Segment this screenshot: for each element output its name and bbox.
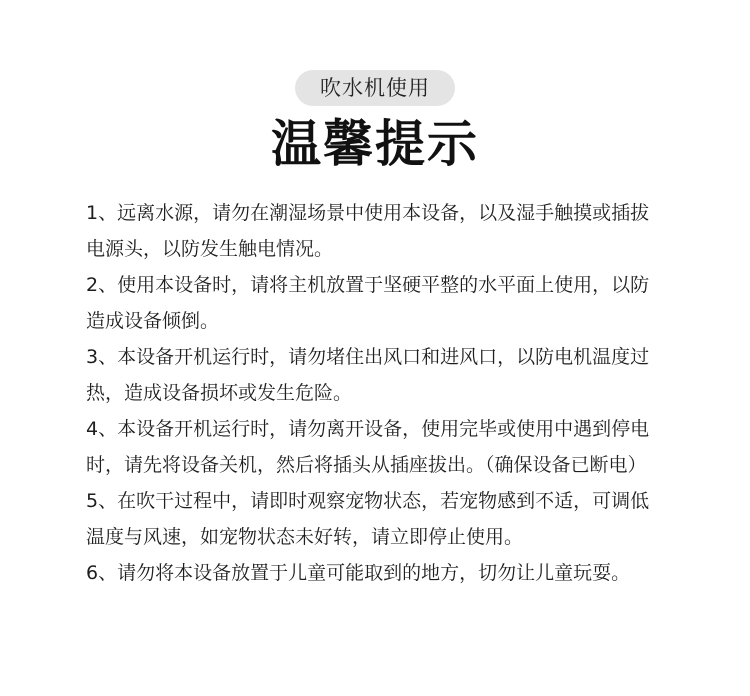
tip-item-5: 5、在吹干过程中，请即时观察宠物状态，若宠物感到不适，可调低温度与风速，如宠物状态未好转，请立即停止使用。 [86,490,650,548]
tip-item-3: 3、本设备开机运行时，请勿堵住出风口和进风口，以防电机温度过热，造成设备损坏或发生危险。 [86,346,650,404]
usage-badge: 吹水机使用 [295,70,455,106]
tips-list [86,196,666,593]
tip-item-4: 4、本设备开机运行时，请勿离开设备，使用完毕或使用中遇到停电时，请先将设备关机，然后将插头从插座拔出。（确保设备已断电） [86,418,650,476]
tip-item-2: 2、使用本设备时，请将主机放置于坚硬平整的水平面上使用，以防造成设备倾倒。 [86,274,650,332]
tip-item-6: 6、请勿将本设备放置于儿童可能取到的地方，切勿让儿童玩耍。 [86,562,631,584]
tip-item-1: 1、远离水源，请勿在潮湿场景中使用本设备，以及湿手触摸或插拔电源头，以防发生触电情况。 [86,202,650,260]
page-title: 温馨提示 [271,115,479,173]
